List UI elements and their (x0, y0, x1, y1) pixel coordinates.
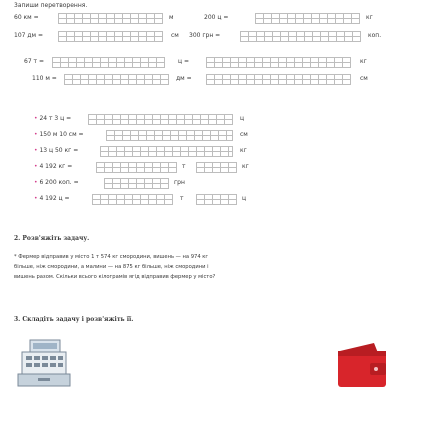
answer-grid[interactable] (255, 13, 360, 24)
conversion-unit: ц = (178, 58, 190, 65)
conversion-left: 107 дм = (14, 32, 43, 39)
problem-text-line: більше, ніж смородини, а малини — на 875 кг більше, ніж смородини і (14, 264, 209, 270)
list-item: • 4 192 ц = (34, 195, 70, 202)
conversion-unit: кг (360, 58, 367, 65)
conversion-unit: коп. (368, 32, 382, 39)
list-item: • 4 192 кг = (34, 163, 73, 170)
problem-text-line: * Фермер відправив у місто 1 т 574 кг смородини, вишень — на 974 кг (14, 254, 209, 260)
conversion-unit: т (180, 195, 184, 202)
list-item: • 24 т 3 ц = (34, 115, 72, 122)
conversion-unit: см (240, 131, 248, 138)
conversion-unit: т (182, 163, 186, 170)
cash-register-icon (16, 338, 72, 388)
problem-text-line: вишень разом. Скільки всього кілограмів ягід відправив фермер у місто? (14, 274, 216, 280)
answer-grid[interactable] (206, 57, 351, 68)
conversion-unit: кг (366, 14, 373, 21)
conversion-left: 300 грн = (189, 32, 221, 39)
list-item: • 13 ц 50 кг = (34, 147, 79, 154)
answer-grid[interactable] (106, 130, 233, 141)
conversion-left: 67 т = (24, 58, 44, 65)
list-item: • 150 м 10 см = (34, 131, 84, 138)
conversion-left: 60 км = (14, 14, 39, 21)
conversion-unit: м (169, 14, 174, 21)
answer-grid[interactable] (196, 162, 237, 173)
answer-grid[interactable] (96, 162, 177, 173)
answer-grid[interactable] (104, 178, 169, 189)
conversion-unit: кг (240, 147, 247, 154)
conversion-unit: см (171, 32, 179, 39)
answer-grid[interactable] (206, 74, 351, 85)
conversion-unit: см (360, 75, 368, 82)
red-wallet-icon (334, 341, 390, 389)
conversion-unit: ц (240, 115, 245, 122)
conversion-left: 200 ц = (204, 14, 229, 21)
conversion-unit: кг (242, 163, 249, 170)
answer-grid[interactable] (88, 114, 233, 125)
exercise-2-title: 2. Розв'яжіть задачу. (14, 235, 90, 242)
answer-grid[interactable] (58, 31, 163, 42)
conversion-unit: ц (242, 195, 247, 202)
conversion-unit: грн (174, 179, 185, 186)
exercise-3-title: 3. Складіть задачу і розв'яжіть її. (14, 316, 134, 323)
list-item: • 6 200 коп. = (34, 179, 79, 186)
answer-grid[interactable] (52, 57, 165, 68)
answer-grid[interactable] (92, 194, 173, 205)
exercise-1-title: 3апиши перетворення. (14, 2, 88, 9)
answer-grid[interactable] (58, 13, 163, 24)
answer-grid[interactable] (240, 31, 361, 42)
conversion-unit: дм = (176, 75, 192, 82)
conversion-left: 110 м = (32, 75, 57, 82)
answer-grid[interactable] (64, 74, 169, 85)
answer-grid[interactable] (196, 194, 237, 205)
answer-grid[interactable] (100, 146, 233, 157)
